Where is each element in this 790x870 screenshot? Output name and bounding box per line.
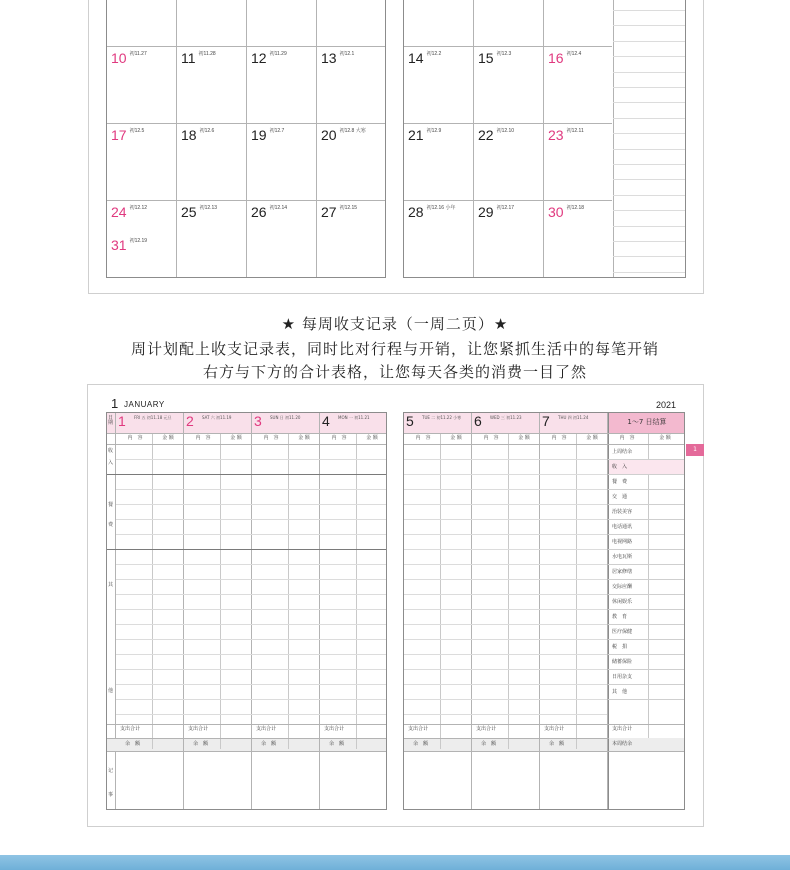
summary-row-line	[608, 654, 684, 655]
amount-divider	[152, 433, 153, 749]
calendar-day	[251, 128, 284, 142]
day-number: 2	[186, 413, 194, 429]
summary-row-line	[608, 699, 684, 700]
row-line	[116, 639, 386, 640]
day-number: 20	[321, 127, 337, 143]
spend-total-label: 支出合计	[256, 726, 277, 732]
row-line-major	[107, 738, 386, 739]
lunar-date: 初12.13	[199, 205, 218, 211]
amount-col-label: 金 额	[162, 435, 174, 441]
day-number: 21	[408, 127, 424, 143]
row-line	[116, 564, 386, 565]
content-col-label: 内 容	[483, 435, 499, 441]
day-number: 31	[111, 237, 127, 253]
calendar-day	[321, 205, 357, 219]
calendar-day	[251, 51, 287, 65]
row-line-major	[107, 433, 386, 434]
day-number: 18	[181, 127, 197, 143]
notes-line	[613, 226, 685, 227]
summary-row-line	[608, 624, 684, 625]
row-line	[404, 699, 607, 700]
summary-line-major	[608, 751, 684, 752]
year-label: 2021	[656, 400, 677, 410]
lunar-date: 初12.10	[496, 128, 515, 134]
notes-line	[613, 272, 685, 273]
row-line	[404, 684, 607, 685]
day-number: 26	[251, 204, 267, 220]
lunar-date: 初12.5	[129, 128, 145, 134]
row-line-major	[404, 433, 607, 434]
amount-divider	[576, 433, 577, 749]
row-line	[116, 459, 386, 460]
row-line	[116, 654, 386, 655]
summary-spend-total: 支出合计	[612, 726, 633, 732]
row-line	[404, 714, 607, 715]
row-line	[404, 654, 607, 655]
day-weekday: WED 三 初11.23	[490, 415, 522, 420]
day-number: 30	[548, 204, 564, 220]
weekly-right-page	[403, 412, 685, 810]
notes-line	[613, 56, 685, 57]
summary-row-line	[608, 519, 684, 520]
day-number: 17	[111, 127, 127, 143]
day-header	[116, 413, 183, 433]
date-col-label: 日期	[108, 415, 114, 426]
weekly-spread-frame	[87, 384, 704, 827]
lunar-date: 初12.8 大寒	[339, 128, 366, 134]
summary-row-label: 餐 费	[612, 479, 628, 485]
month-name: JANUARY	[124, 400, 165, 409]
monthly-calendar-frame	[88, 0, 704, 294]
section-title: ★ 每周收支记录（一周二页）★	[281, 315, 509, 333]
row-line	[404, 489, 607, 490]
summary-row-line	[608, 609, 684, 610]
lunar-date: 初12.4	[566, 51, 582, 57]
lunar-date: 初12.9	[426, 128, 442, 134]
calendar-day	[111, 238, 147, 252]
summary-row-line	[608, 489, 684, 490]
calendar-day	[548, 51, 581, 65]
content-col-label: 内 容	[195, 435, 211, 441]
balance-label: 余 额	[549, 741, 565, 747]
day-weekday: TUE 二 初11.22 小寒	[422, 415, 462, 420]
row-line	[116, 519, 386, 520]
lunar-date: 初11.27	[129, 51, 147, 57]
day-number: 24	[111, 204, 127, 220]
category-label: 他	[108, 688, 114, 694]
spend-total-label: 支出合计	[120, 726, 141, 732]
row-line	[116, 714, 386, 715]
summary-row-line	[608, 459, 684, 460]
lunar-date: 初12.15	[339, 205, 358, 211]
calendar-day	[181, 128, 214, 142]
day-number: 27	[321, 204, 337, 220]
calendar-day	[321, 128, 366, 142]
day-number: 10	[111, 50, 127, 66]
month-index-tab[interactable]: 1	[686, 444, 704, 456]
row-line	[116, 579, 386, 580]
month-number: 1	[111, 396, 119, 411]
notes-line	[613, 164, 685, 165]
section-description-line-1: 周计划配上收支记录表，同时比对行程与开销，让您紧抓生活中的每笔开销	[130, 340, 659, 358]
content-col-label: 内 容	[263, 435, 279, 441]
summary-row-label: 税 捐	[612, 644, 628, 650]
row-line	[404, 579, 607, 580]
amount-divider	[220, 433, 221, 749]
calendar-day	[478, 51, 511, 65]
row-line-major	[107, 751, 386, 752]
day-number: 3	[254, 413, 262, 429]
calendar-day	[181, 51, 216, 65]
summary-row-label: 水电瓦斯	[612, 554, 633, 560]
row-line	[404, 459, 607, 460]
calendar-day	[111, 128, 144, 142]
day-number: 4	[322, 413, 330, 429]
amount-col-label: 金 额	[450, 435, 462, 441]
summary-row-line	[608, 669, 684, 670]
amount-col-label: 金 额	[230, 435, 242, 441]
calendar-day	[478, 128, 514, 142]
balance-row-bg	[107, 738, 386, 751]
content-col-label: 内 容	[415, 435, 431, 441]
summary-line-major	[608, 724, 684, 725]
category-label: 事	[108, 792, 114, 798]
summary-title: 1～7 日结算	[627, 418, 667, 426]
summary-row-label: 收 入	[612, 464, 628, 470]
row-line-major	[107, 444, 386, 445]
balance-label: 余 额	[261, 741, 277, 747]
lunar-date: 初12.3	[496, 51, 512, 57]
calendar-day	[548, 128, 584, 142]
day-header	[320, 413, 387, 433]
week-balance-label: 本周结余	[612, 741, 633, 747]
day-number: 7	[542, 413, 550, 429]
summary-item-col: 内 容	[619, 435, 635, 441]
row-line-major	[404, 444, 607, 445]
summary-row-label: 医疗保健	[612, 629, 633, 635]
day-number: 6	[474, 413, 482, 429]
day-number: 22	[478, 127, 494, 143]
section-line	[107, 474, 386, 475]
row-line	[116, 669, 386, 670]
row-line	[404, 519, 607, 520]
day-number: 11	[181, 50, 196, 66]
calendar-day	[251, 205, 287, 219]
row-line	[404, 624, 607, 625]
footer-color-bar	[0, 855, 790, 870]
row-line	[116, 609, 386, 610]
lunar-date: 初12.7	[269, 128, 285, 134]
calendar-day	[408, 51, 441, 65]
day-header	[472, 413, 539, 433]
day-number: 28	[408, 204, 424, 220]
monthly-left-page	[106, 0, 386, 278]
category-label: 餐	[108, 502, 114, 508]
lunar-date: 初12.11	[566, 128, 584, 134]
day-number: 13	[321, 50, 337, 66]
summary-row-line	[608, 564, 684, 565]
lunar-date: 初12.18	[566, 205, 585, 211]
balance-label: 余 额	[413, 741, 429, 747]
summary-row-label: 电视网路	[612, 539, 633, 545]
summary-row-line	[608, 549, 684, 550]
day-header	[184, 413, 251, 433]
calendar-day	[548, 205, 584, 219]
row-line	[404, 564, 607, 565]
spend-total-label: 支出合计	[544, 726, 565, 732]
amount-divider	[440, 433, 441, 749]
category-label: 费	[108, 522, 114, 528]
lunar-date: 初12.14	[269, 205, 288, 211]
summary-row-line	[608, 579, 684, 580]
summary-amount-divider	[648, 433, 649, 749]
day-divider	[539, 413, 540, 809]
weekly-left-page	[106, 412, 387, 810]
content-col-label: 内 容	[127, 435, 143, 441]
content-col-label: 内 容	[551, 435, 567, 441]
lunar-date: 初12.12	[129, 205, 148, 211]
spend-total-label: 支出合计	[188, 726, 209, 732]
row-line	[404, 534, 607, 535]
day-weekday: SUN 日 初11.20	[270, 415, 301, 420]
notes-line	[613, 25, 685, 26]
amount-divider	[356, 433, 357, 749]
category-label: 其	[108, 582, 114, 588]
category-label: 入	[108, 460, 114, 466]
notes-line	[613, 102, 685, 103]
day-number: 23	[548, 127, 564, 143]
row-line	[404, 549, 607, 550]
row-line	[116, 684, 386, 685]
balance-label: 余 额	[329, 741, 345, 747]
lunar-date: 初12.19	[129, 238, 148, 244]
calendar-day	[181, 205, 217, 219]
summary-line-major	[608, 444, 684, 445]
notes-line	[613, 10, 685, 11]
summary-row-label: 治装美容	[612, 509, 633, 515]
day-number: 12	[251, 50, 267, 66]
calendar-day	[408, 128, 441, 142]
notes-line	[613, 41, 685, 42]
notes-line	[613, 179, 685, 180]
day-header	[252, 413, 319, 433]
summary-row-line	[608, 504, 684, 505]
row-line	[404, 639, 607, 640]
notes-line	[613, 149, 685, 150]
day-number: 15	[478, 50, 494, 66]
summary-row-label: 交际应酬	[612, 584, 633, 590]
day-number: 14	[408, 50, 424, 66]
lunar-date: 初12.17	[496, 205, 515, 211]
calendar-day	[408, 205, 455, 219]
summary-row-label: 储蓄保险	[612, 659, 633, 665]
day-weekday: THU 四 初11.24	[558, 415, 589, 420]
row-line	[404, 474, 607, 475]
lunar-date: 初11.28	[198, 51, 216, 57]
content-col-label: 内 容	[331, 435, 347, 441]
summary-row-label: 交 通	[612, 494, 628, 500]
notes-line	[613, 72, 685, 73]
notes-line	[613, 133, 685, 134]
amount-divider	[288, 433, 289, 749]
amount-col-label: 金 额	[298, 435, 310, 441]
notes-line	[613, 241, 685, 242]
section-description-line-2: 右方与下方的合计表格，让您每天各类的消费一目了然	[202, 363, 587, 381]
row-line	[404, 609, 607, 610]
notes-line	[613, 210, 685, 211]
row-line	[116, 534, 386, 535]
summary-row-label: 上周结余	[612, 449, 633, 455]
row-line	[116, 594, 386, 595]
row-line	[116, 699, 386, 700]
row-line	[404, 594, 607, 595]
day-divider	[251, 413, 252, 809]
day-header	[540, 413, 607, 433]
day-weekday: MON 一 初11.21	[338, 415, 370, 420]
day-number: 25	[181, 204, 197, 220]
row-line	[404, 669, 607, 670]
summary-row-label: 休闲娱乐	[612, 599, 633, 605]
summary-header	[608, 413, 685, 433]
summary-row-label: 居家修缮	[612, 569, 633, 575]
summary-row-line	[608, 684, 684, 685]
row-line	[116, 624, 386, 625]
notes-line	[613, 195, 685, 196]
day-divider	[471, 413, 472, 809]
day-number: 16	[548, 50, 564, 66]
calendar-day	[111, 51, 147, 65]
day-divider	[319, 413, 320, 809]
row-line-major	[404, 724, 607, 725]
day-number: 5	[406, 413, 414, 429]
summary-row-label: 日用杂支	[612, 674, 633, 680]
row-line	[116, 489, 386, 490]
amount-divider	[508, 433, 509, 749]
section-line	[107, 549, 386, 550]
lunar-date: 初12.2	[426, 51, 442, 57]
day-weekday: FRI 五 初11.18 元旦	[134, 415, 172, 420]
amount-col-label: 金 额	[586, 435, 598, 441]
lunar-date: 初12.16 小年	[426, 205, 456, 211]
summary-row-line	[608, 534, 684, 535]
category-label: 记	[108, 768, 114, 774]
balance-label: 余 额	[481, 741, 497, 747]
summary-row-label: 其 他	[612, 689, 628, 695]
monthly-right-page	[403, 0, 686, 278]
amount-col-label: 金 额	[518, 435, 530, 441]
row-line	[116, 504, 386, 505]
category-label: 收	[108, 448, 114, 454]
summary-amount-col: 金 额	[659, 435, 671, 441]
day-number: 29	[478, 204, 494, 220]
calendar-day	[321, 51, 354, 65]
summary-row-label: 电话通讯	[612, 524, 633, 530]
summary-row-line	[608, 474, 684, 475]
row-line-major	[107, 724, 386, 725]
notes-line	[613, 118, 685, 119]
amount-col-label: 金 额	[366, 435, 378, 441]
lunar-date: 初12.6	[199, 128, 215, 134]
lunar-date: 初12.1	[339, 51, 355, 57]
summary-row-line	[608, 639, 684, 640]
day-weekday: SAT 六 初11.19	[202, 415, 232, 420]
notes-line	[613, 87, 685, 88]
row-line-major	[404, 751, 607, 752]
calendar-day	[111, 205, 147, 219]
spend-total-label: 支出合计	[408, 726, 429, 732]
balance-label: 余 额	[193, 741, 209, 747]
summary-line-major	[608, 433, 684, 434]
day-header	[404, 413, 471, 433]
row-line	[404, 504, 607, 505]
row-line-major	[404, 738, 607, 739]
balance-label: 余 额	[125, 741, 141, 747]
day-number: 19	[251, 127, 267, 143]
day-number: 1	[118, 413, 126, 429]
summary-row-label: 教 育	[612, 614, 628, 620]
spend-total-label: 支出合计	[324, 726, 345, 732]
summary-row-line	[608, 594, 684, 595]
lunar-date: 初11.29	[269, 51, 287, 57]
notes-line	[613, 256, 685, 257]
day-divider	[183, 413, 184, 809]
spend-total-label: 支出合计	[476, 726, 497, 732]
calendar-day	[478, 205, 514, 219]
